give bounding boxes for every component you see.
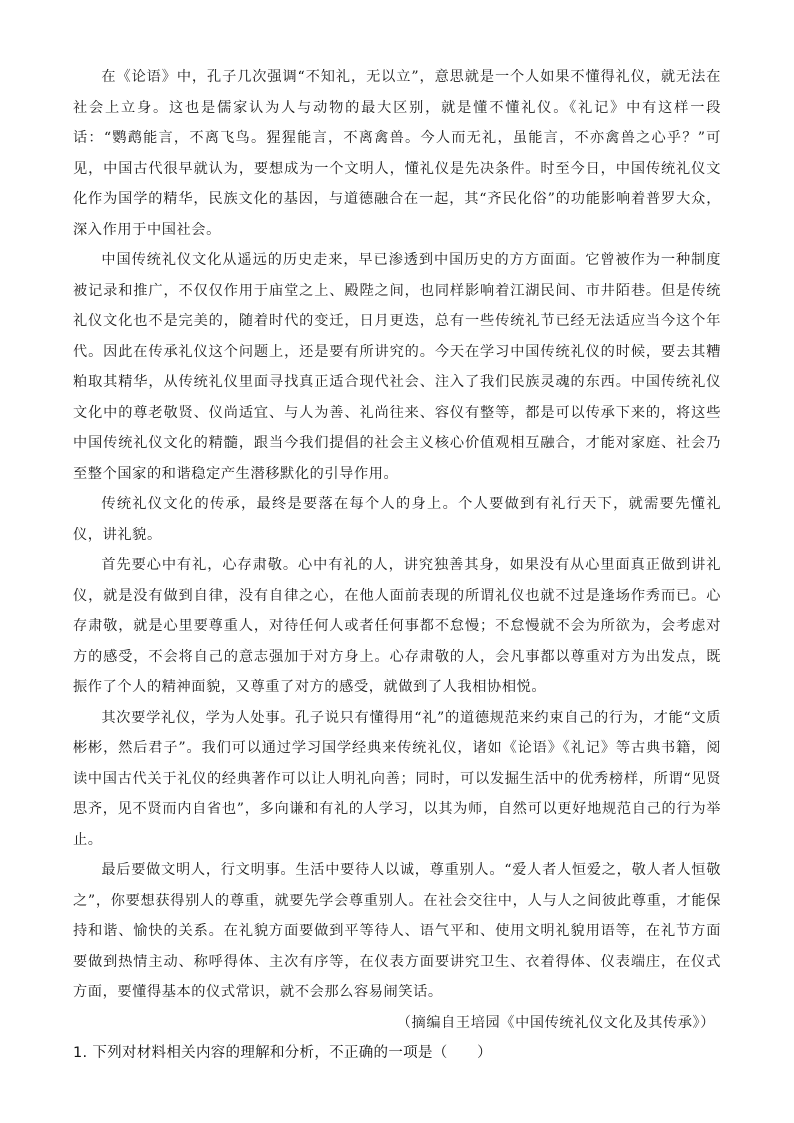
question-1: 1. 下列对材料相关内容的理解和分析，不正确的一项是（ ） [73, 1045, 492, 1061]
article-body [73, 62, 721, 1069]
paragraph-6: 最后要做文明人，行文明事。生活中要待人以诚，尊重别人。“爱人者人恒爱之，敬人者人恒敬之”，你要想获得别人的尊重，就要先学会尊重别人。在社会交往中，人与人之间彼此尊重，才能保持和谐、愉快的关系。在礼貌方面要做到平等待人、语气平和、使用文明礼貌用语等，在礼节方面要做到热情主动、称呼得体、主次有序等，在仪表方面要讲究卫生、衣着得体、仪表端庄，在仪式方面，要懂得基本的仪式常识，就不会那么容易闹笑话。 [73, 862, 721, 1000]
source-citation: （摘编自王培园《中国传统礼仪文化及其传承》） [396, 1014, 715, 1031]
paragraph-1: 在《论语》中，孔子几次强调“不知礼，无以立”，意思就是一个人如果不懂得礼仪，就无法在社会上立身。这也是儒家认为人与动物的最大区别，就是懂不懂礼仪。《礼记》中有这样一段话：“鹦鹉能言，不离飞鸟。猩猩能言，不离禽兽。今人而无礼，虽能言，不亦禽兽之心乎？”可见，中国古代很早就认为，要想成为一个文明人，懂礼仪是先决条件。时至今日，中国传统礼仪文化作为国学的精华，民族文化的基因，与道德融合在一起，其“齐民化俗”的功能影响着普罗大众，深入作用于中国社会。 [73, 69, 721, 238]
paragraph-4: 首先要心中有礼，心存肃敬。心中有礼的人，讲究独善其身，如果没有从心里面真正做到讲礼仪，就是没有做到自律，没有自律之心，在他人面前表现的所谓礼仪也就不过是逢场作秀而已。心存肃敬，就是心里要尊重人，对待任何人或者任何事都不怠慢；不怠慢就不会为所欲为，会考虑对方的感受，不会将自己的意志强加于对方身上。心存肃敬的人，会凡事都以尊重对方为出发点，既振作了个人的精神面貌，又尊重了对方的感受，就做到了人我相协相悦。 [73, 557, 721, 695]
paragraph-5: 其次要学礼仪，学为人处事。孔子说只有懂得用“礼”的道德规范来约束自己的行为，才能“文质彬彬，然后君子”。我们可以通过学习国学经典来传统礼仪，诸如《论语》《礼记》等古典书籍，阅读中国古代关于礼仪的经典著作可以让人明礼向善；同时，可以发掘生活中的优秀榜样，所谓“见贤思齐，见不贤而内自省也”，多向谦和有礼的人学习，以其为师，自然可以更好地规范自己的行为举止。 [73, 709, 721, 848]
paragraph-2: 中国传统礼仪文化从遥远的历史走来，早已渗透到中国历史的方方面面。它曾被作为一种制度被记录和推广，不仅仅作用于庙堂之上、殿陛之间，也同样影响着江湖民间、市井陌巷。但是传统礼仪文化也不是完美的，随着时代的变迁，日月更迭，总有一些传统礼节已经无法适应当今这个年代。因此在传承礼仪这个问题上，还是要有所讲究的。今天在学习中国传统礼仪的时候，要去其糟粕取其精华，从传统礼仪里面寻找真正适合现代社会、注入了我们民族灵魂的东西。中国传统礼仪文化中的尊老敬贤、仪尚适宜、与人为善、礼尚往来、容仪有整等，都是可以传承下来的，将这些中国传统礼仪文化的精髓，跟当今我们提倡的社会主义核心价值观相互融合，才能对家庭、社会乃至整个国家的和谐稳定产生潜移默化的引导作用。 [73, 252, 721, 482]
paragraph-3: 传统礼仪文化的传承，最终是要落在每个人的身上。个人要做到有礼行天下，就需要先懂礼仪，讲礼貌。 [73, 496, 721, 543]
